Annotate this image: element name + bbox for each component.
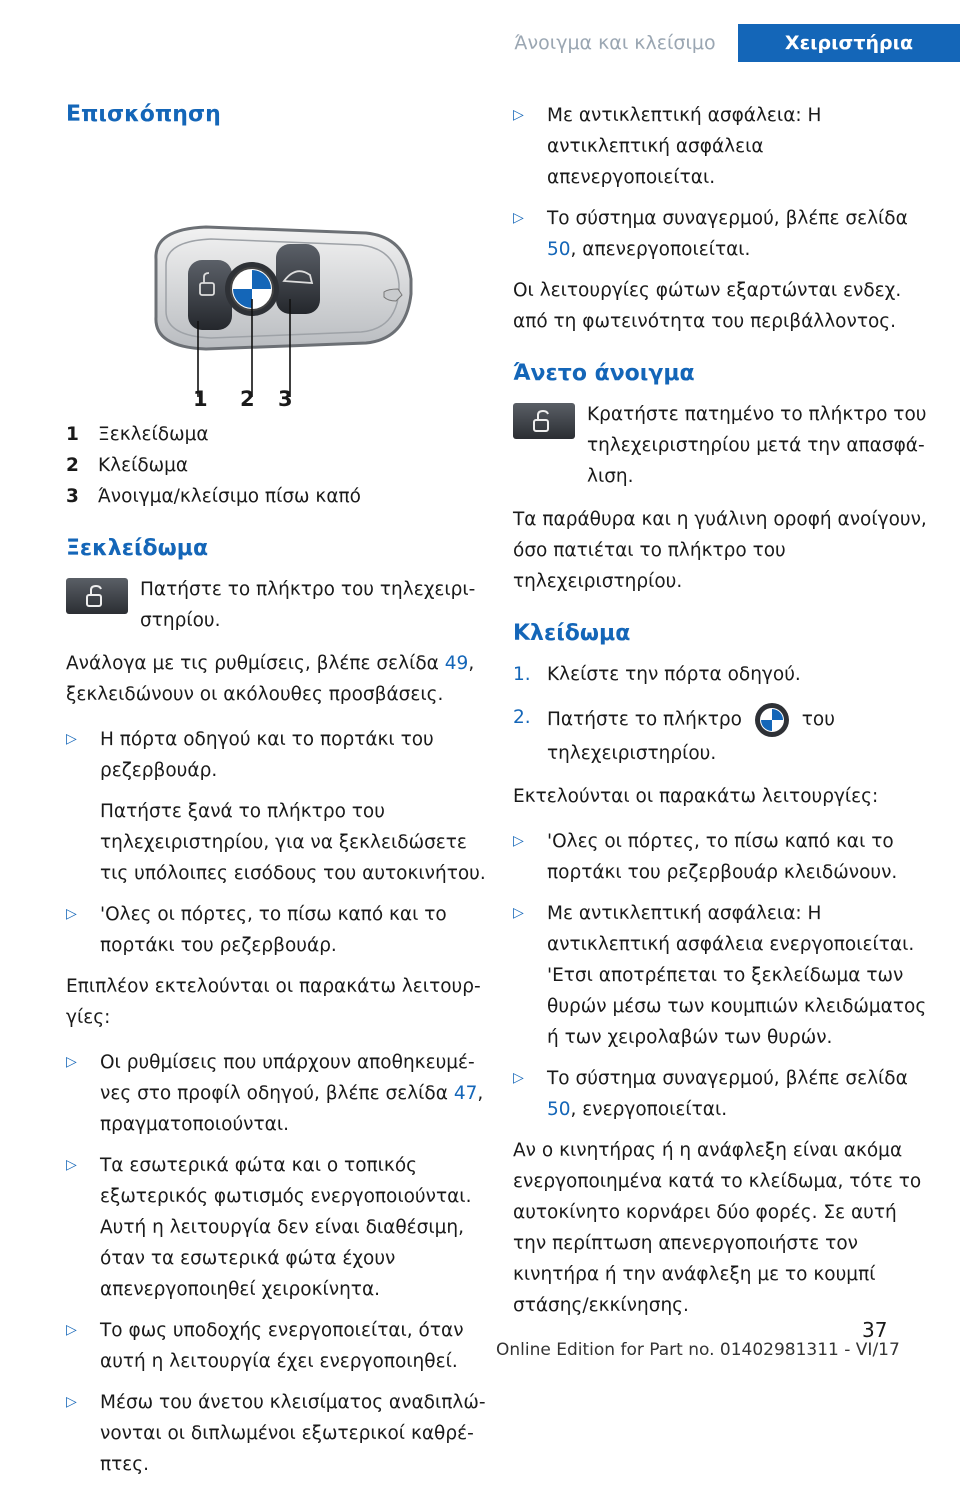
bmw-logo-button-icon <box>754 702 790 738</box>
legend-number: 2 <box>66 455 79 476</box>
bullet-text: Τα εσωτερικά φώτα και ο τοπικός εξωτερικός φωτισμός ενεργοποιούνται. Αυτή η λειτουργία δεν είναι διαθέσιμη, όταν τα εσωτερικά φώτα έχουν απενεργοποιηθεί χειροκίνητα. <box>100 1155 472 1300</box>
overview-heading: Επισκόπηση <box>66 102 221 127</box>
list-item <box>513 100 933 193</box>
header-section: Άνοιγμα και κλείσιμο <box>514 32 716 54</box>
legend-text: Κλείδωμα <box>98 455 189 476</box>
key-fob-illustration <box>66 149 486 419</box>
bullet-text: Μέσω του άνετου κλεισίματος αναδιπλώνονται οι διπλωμένοι εξωτερικοί καθρέπτες. <box>100 1392 486 1475</box>
page-link[interactable]: 50 <box>547 239 571 260</box>
unlock-key-instruction <box>66 574 486 636</box>
bullet-text: , απενεργοποιείται. <box>570 239 751 260</box>
bullet-text: Το σύστημα συναγερμού, βλέπε σελίδα <box>547 1068 908 1089</box>
unlock-intro-text: , ξεκλειδώνουν οι ακόλουθες προσβάσεις. <box>66 653 475 705</box>
triangle-bullet-icon: ▷ <box>66 1157 77 1173</box>
page-link[interactable]: 49 <box>444 653 469 674</box>
step-number: 2. <box>513 707 531 728</box>
bullet-text: Το σύστημα συναγερμού, βλέπε σελίδα <box>547 208 908 229</box>
list-item <box>66 1387 486 1480</box>
key-fob-figure <box>66 149 486 419</box>
list-item <box>513 826 933 888</box>
triangle-bullet-icon: ▷ <box>513 210 524 226</box>
list-item <box>66 899 486 961</box>
step-number: 1. <box>513 664 531 685</box>
light-note: Οι λειτουργίες φώτων εξαρτώνται ενδεχ. από τη φωτεινότητα του περιβάλλοντος. <box>513 280 902 332</box>
step-text: Κλείστε την πόρτα οδηγού. <box>547 664 801 685</box>
bullet-text: Η πόρτα οδηγού και το πορτάκι του ρεζερβουάρ. <box>100 729 434 781</box>
legend-item <box>66 419 486 450</box>
legend-text: Ξεκλείδωμα <box>98 424 209 445</box>
bullet-subtext: Πατήστε ξανά το πλήκτρο του τηλεχειριστηρίου, για να ξεκλειδώσετε τις υπόλοιπες εισόδους του αυτοκινήτου. <box>100 801 486 884</box>
lock-intro: Εκτελούνται οι παρακάτω λειτουργίες: <box>513 786 879 807</box>
list-item <box>513 659 933 690</box>
page-number: 37 <box>862 1318 888 1342</box>
bullet-text: 'Ολες οι πόρτες, το πίσω καπό και το πορτάκι του ρεζερβουάρ. <box>100 904 447 956</box>
list-item <box>66 1047 486 1140</box>
unlock-button-icon <box>66 578 128 614</box>
list-item <box>513 1063 933 1125</box>
triangle-bullet-icon: ▷ <box>513 1070 524 1086</box>
legend-text: Άνοιγμα/κλείσιμο πίσω καπό <box>98 486 361 507</box>
comfort-heading: Άνετο άνοιγμα <box>513 361 695 386</box>
legend-item <box>66 481 486 512</box>
comfort-key-text: Κρατήστε πατημένο το πλήκτρο του τηλεχειριστηρίου μετά την απασφάλιση. <box>587 404 927 487</box>
list-item <box>513 702 933 769</box>
unlock-button-icon <box>513 403 575 439</box>
lock-heading: Κλείδωμα <box>513 621 631 646</box>
triangle-bullet-icon: ▷ <box>66 1394 77 1410</box>
lock-note: Αν ο κινητήρας ή η ανάφλεξη είναι ακόμα ενεργοποιημένα κατά το κλείδωμα, τότε το αυτοκίνητο κορνάρει δύο φορές. Σε αυτή την περίπτωση απενεργοποιήστε τον κινητήρα ή την ανάφλεξη με το κουμπί στάσης/εκκίνησης. <box>513 1140 922 1316</box>
figure-label-1: 1 <box>193 387 208 411</box>
figure-label-3: 3 <box>278 387 293 411</box>
bullet-text: Με αντικλεπτική ασφάλεια: Η αντικλεπτική ασφάλεια ενεργοποιείται. 'Ετσι αποτρέπεται το ξεκλείδωμα των θυρών μέσω των κουμπιών κλειδώματος ή των χειρολαβών των θυρών. <box>547 903 927 1048</box>
triangle-bullet-icon: ▷ <box>66 731 77 747</box>
bullet-text: 'Ολες οι πόρτες, το πίσω καπό και το πορτάκι του ρεζερβουάρ κλειδώνουν. <box>547 831 898 883</box>
bullet-text: Οι ρυθμίσεις που υπάρχουν αποθηκευμένες στο προφίλ οδηγού, βλέπε σελίδα <box>100 1052 475 1104</box>
extra-functions-intro: Επιπλέον εκτελούνται οι παρακάτω λειτουργίες: <box>66 976 481 1028</box>
list-item <box>513 898 933 1053</box>
legend-item <box>66 450 486 481</box>
step-text: Πατήστε το πλήκτρο <box>547 709 748 730</box>
figure-legend <box>66 419 486 512</box>
list-item <box>66 1150 486 1305</box>
unlock-intro <box>66 648 486 710</box>
triangle-bullet-icon: ▷ <box>513 905 524 921</box>
triangle-bullet-icon: ▷ <box>513 833 524 849</box>
legend-number: 1 <box>66 424 79 445</box>
unlock-intro-text: Ανάλογα με τις ρυθμίσεις, βλέπε σελίδα <box>66 653 445 674</box>
list-item <box>66 1315 486 1377</box>
triangle-bullet-icon: ▷ <box>513 107 524 123</box>
triangle-bullet-icon: ▷ <box>66 906 77 922</box>
edition-footer: Online Edition for Part no. 01402981311 - VI/17 <box>496 1340 900 1360</box>
triangle-bullet-icon: ▷ <box>66 1054 77 1070</box>
step-text: του τηλεχειριστηρίου. <box>547 709 835 764</box>
triangle-bullet-icon: ▷ <box>66 1322 77 1338</box>
bullet-text: , πραγματοποιούνται. <box>100 1083 484 1135</box>
list-item <box>66 724 486 786</box>
left-column <box>66 95 486 1490</box>
comfort-text: Τα παράθυρα και η γυάλινη οροφή ανοίγουν, όσο πατιέται το πλήκτρο του τηλεχειριστηρίου. <box>513 509 927 592</box>
page-link[interactable]: 50 <box>547 1099 571 1120</box>
list-item <box>513 203 933 265</box>
page-link[interactable]: 47 <box>453 1083 478 1104</box>
unlock-heading: Ξεκλείδωμα <box>66 536 209 561</box>
figure-label-2: 2 <box>240 387 255 411</box>
unlock-key-text: Πατήστε το πλήκτρο του τηλεχειριστηρίου. <box>140 579 476 631</box>
legend-number: 3 <box>66 486 79 507</box>
bullet-text: Το φως υποδοχής ενεργοποιείται, όταν αυτή η λειτουργία έχει ενεργοποιηθεί. <box>100 1320 464 1372</box>
right-column <box>513 100 933 1335</box>
page-header <box>0 0 960 62</box>
bullet-text: , ενεργοποιείται. <box>570 1099 728 1120</box>
bullet-text: Με αντικλεπτική ασφάλεια: Η αντικλεπτική ασφάλεια απενεργοποιείται. <box>547 105 822 188</box>
header-chapter: Χειριστήρια <box>738 24 960 62</box>
comfort-key-instruction <box>513 399 933 492</box>
